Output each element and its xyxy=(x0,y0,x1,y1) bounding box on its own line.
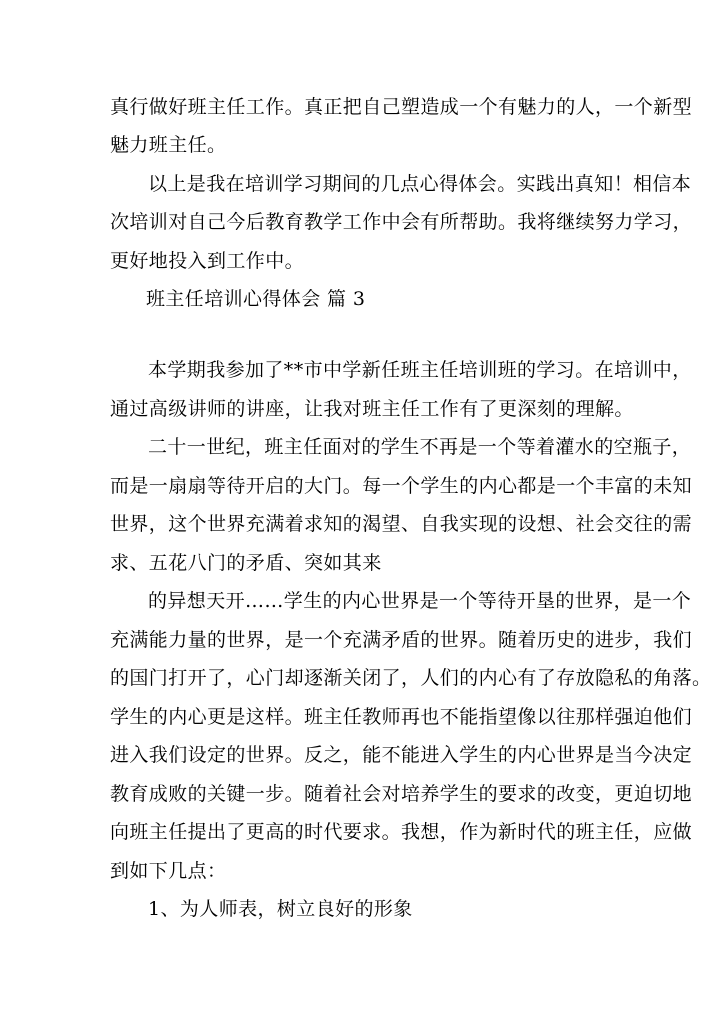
text-line: 更好地投入到工作中。 xyxy=(110,250,305,272)
text-line: 以上是我在培训学习期间的几点心得体会。实践出真知！相信本 xyxy=(148,173,692,195)
list-item-heading: 1、为人师表，树立良好的形象 xyxy=(148,898,413,920)
text-line: 充满能力量的世界，是一个充满矛盾的世界。随着历史的进步，我们 xyxy=(110,629,693,651)
text-line: 世界，这个世界充满着求知的渴望、自我实现的设想、社会交往的需 xyxy=(110,513,693,535)
text-line: 的国门打开了，心门却逐渐关闭了，人们的内心有了存放隐私的角落。 xyxy=(110,667,712,689)
text-line: 进入我们设定的世界。反之，能不能进入学生的内心世界是当今决定 xyxy=(110,744,693,766)
text-line: 魅力班主任。 xyxy=(110,134,227,156)
text-line: 的异想天开……学生的内心世界是一个等待开垦的世界，是一个 xyxy=(148,590,692,612)
text-line: 次培训对自己今后教育教学工作中会有所帮助。我将继续努力学习， xyxy=(110,211,693,233)
text-line: 本学期我参加了**市中学新任班主任培训班的学习。在培训中， xyxy=(148,359,692,381)
text-line: 教育成败的关键一步。随着社会对培养学生的要求的改变，更迫切地 xyxy=(110,783,693,805)
text-line: 二十一世纪，班主任面对的学生不再是一个等着灌水的空瓶子， xyxy=(148,436,692,458)
text-line: 向班主任提出了更高的时代要求。我想，作为新时代的班主任，应做 xyxy=(110,821,693,843)
text-line: 通过高级讲师的讲座，让我对班主任工作有了更深刻的理解。 xyxy=(110,398,634,420)
text-line: 学生的内心更是这样。班主任教师再也不能指望像以往那样强迫他们 xyxy=(110,706,693,728)
text-line: 真行做好班主任工作。真正把自己塑造成一个有魅力的人，一个新型 xyxy=(110,96,693,118)
text-line: 而是一扇扇等待开启的大门。每一个学生的内心都是一个丰富的未知 xyxy=(110,475,693,497)
text-line: 求、五花八门的矛盾、突如其来 xyxy=(110,552,382,574)
section-heading: 班主任培训心得体会 篇 3 xyxy=(146,288,366,310)
text-line: 到如下几点： xyxy=(110,860,227,882)
